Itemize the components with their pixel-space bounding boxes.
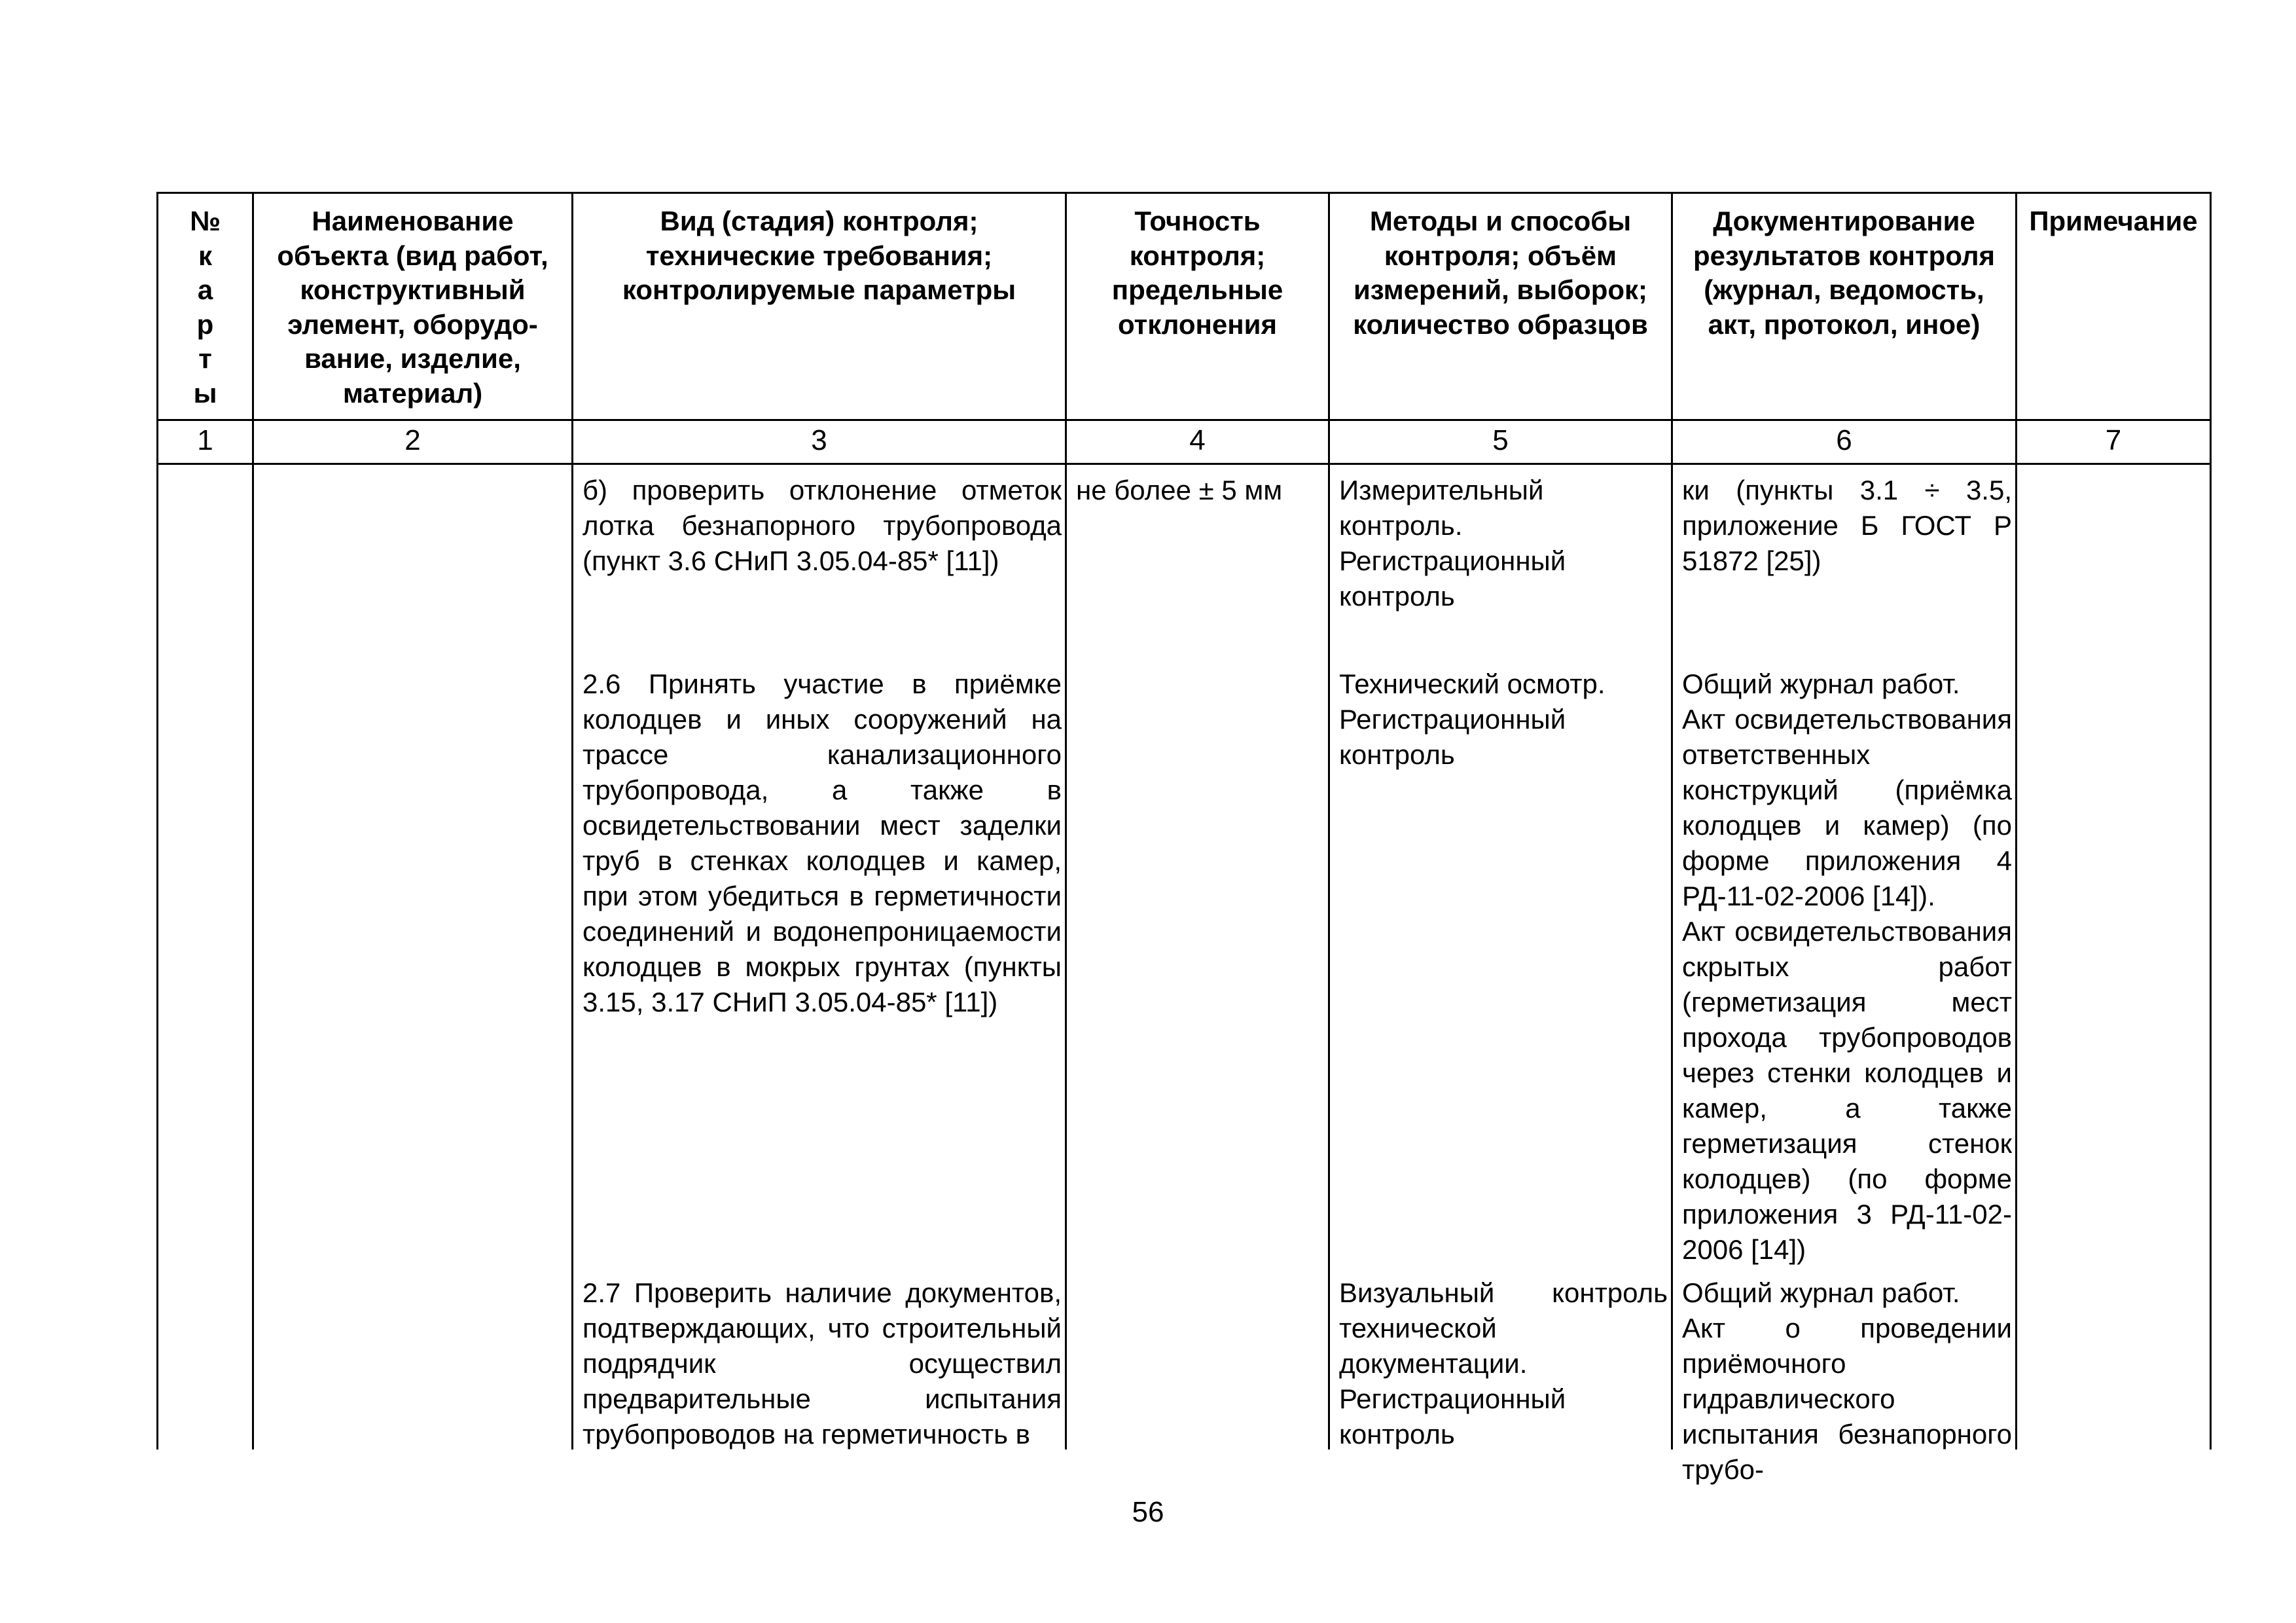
row-3-methods [1339, 1275, 1668, 1452]
header-col-4: Точность контроля; предельные отклонения [1111, 206, 1283, 340]
column-number-6: 6 [1836, 424, 1852, 456]
body-col-divider-2 [571, 463, 573, 1450]
column-number-1: 1 [197, 424, 213, 456]
column-number-5: 5 [1492, 424, 1509, 456]
row-3-method-1: Визуальный контроль технической документации. [1339, 1277, 1668, 1379]
row-2-method-2: Регистрационный контроль [1339, 704, 1566, 770]
header-col-7: Примечание [2029, 206, 2198, 236]
row-1-control-requirement: б) проверить отклонение отметок лотка безнапорного трубопровода (пункт 3.6 СНиП 3.05.04-85* [11]) [583, 475, 1062, 576]
body-col-divider-5 [1671, 463, 1673, 1450]
column-number-3: 3 [811, 424, 827, 456]
column-number-2: 2 [404, 424, 421, 456]
row-2-doc-1: Общий журнал работ. [1682, 668, 1960, 699]
header-col-6: Документирование результатов контроля (журнал, ведомость, акт, протокол, иное) [1693, 206, 1996, 340]
row-2-doc-2: Акт освидетельствования ответственных конструкций (приёмка колодцев и камер) (по форме приложения 4 РД-11-02-2006 [14]). [1682, 704, 2012, 911]
numbers-bottom-border [156, 463, 2212, 465]
row-2-doc-3: Акт освидетельствования скрытых работ (герметизация мест прохода трубопроводов через стенки колодцев и камер, а также герметизация стенок колодцев) (по форме приложения 3 РД-11-02-2006 [14]) [1682, 916, 2012, 1265]
row-1-documentation [1682, 473, 2012, 579]
body-col-divider-1 [252, 463, 254, 1450]
row-1-doc-1: ки (пункты 3.1 ÷ 3.5, приложение Б ГОСТ Р 51872 [25]) [1682, 475, 2012, 576]
body-col-divider-4 [1328, 463, 1330, 1450]
column-number-4: 4 [1189, 424, 1206, 456]
table-right-border [2210, 192, 2212, 465]
body-left-border [156, 463, 158, 1450]
row-3-control-requirement: 2.7 Проверить наличие документов, подтверждающих, что строительный подрядчик осуществил предварительные испытания трубопроводов на герметичность в [583, 1277, 1062, 1450]
row-1-method-1: Измерительный контроль. [1339, 475, 1544, 541]
header-col-2: Наименование объекта (вид работ, конструктивный элемент, оборудо- вание, изделие, материал) [277, 206, 548, 409]
row-3-documentation [1682, 1275, 2012, 1487]
row-2-control-requirement: 2.6 Принять участие в приёмке колодцев и иных сооружений на трассе канализационного трубопровода, а также в освидетельствовании мест заделки труб в стенках колодцев и камер, при этом убедиться в герметичности соединений и водонепроницаемости колодцев в мокрых грунтах (пункты 3.15, 3.17 СНиП 3.05.04-85* [11]) [583, 668, 1062, 1017]
row-3-doc-2: Акт о проведении приёмочного гидравлического испытания безнапорного трубо- [1682, 1313, 2012, 1485]
column-number-7: 7 [2105, 424, 2122, 456]
body-col-divider-6 [2015, 463, 2017, 1450]
row-1-accuracy: не более ± 5 мм [1076, 475, 1283, 505]
row-3-method-2: Регистрационный контроль [1339, 1383, 1566, 1450]
body-col-divider-3 [1065, 463, 1067, 1450]
row-3-doc-1: Общий журнал работ. [1682, 1277, 1960, 1308]
row-2-method-1: Технический осмотр. [1339, 668, 1605, 699]
row-1-method-2: Регистрационный контроль [1339, 545, 1566, 611]
table-top-border [156, 192, 2212, 194]
row-2-documentation [1682, 666, 2012, 1267]
page-number: 56 [1132, 1496, 1164, 1528]
header-col-3: Вид (стадия) контроля; технические требования; контролируемые параметры [622, 206, 1016, 305]
header-col-5: Методы и способы контроля; объём измерений, выборок; количество образцов [1353, 206, 1648, 340]
header-col-1: № к а р т ы [190, 206, 221, 409]
row-2-methods [1339, 666, 1668, 773]
body-right-border [2210, 463, 2212, 1450]
row-1-methods [1339, 473, 1668, 614]
header-bottom-border [156, 419, 2212, 421]
